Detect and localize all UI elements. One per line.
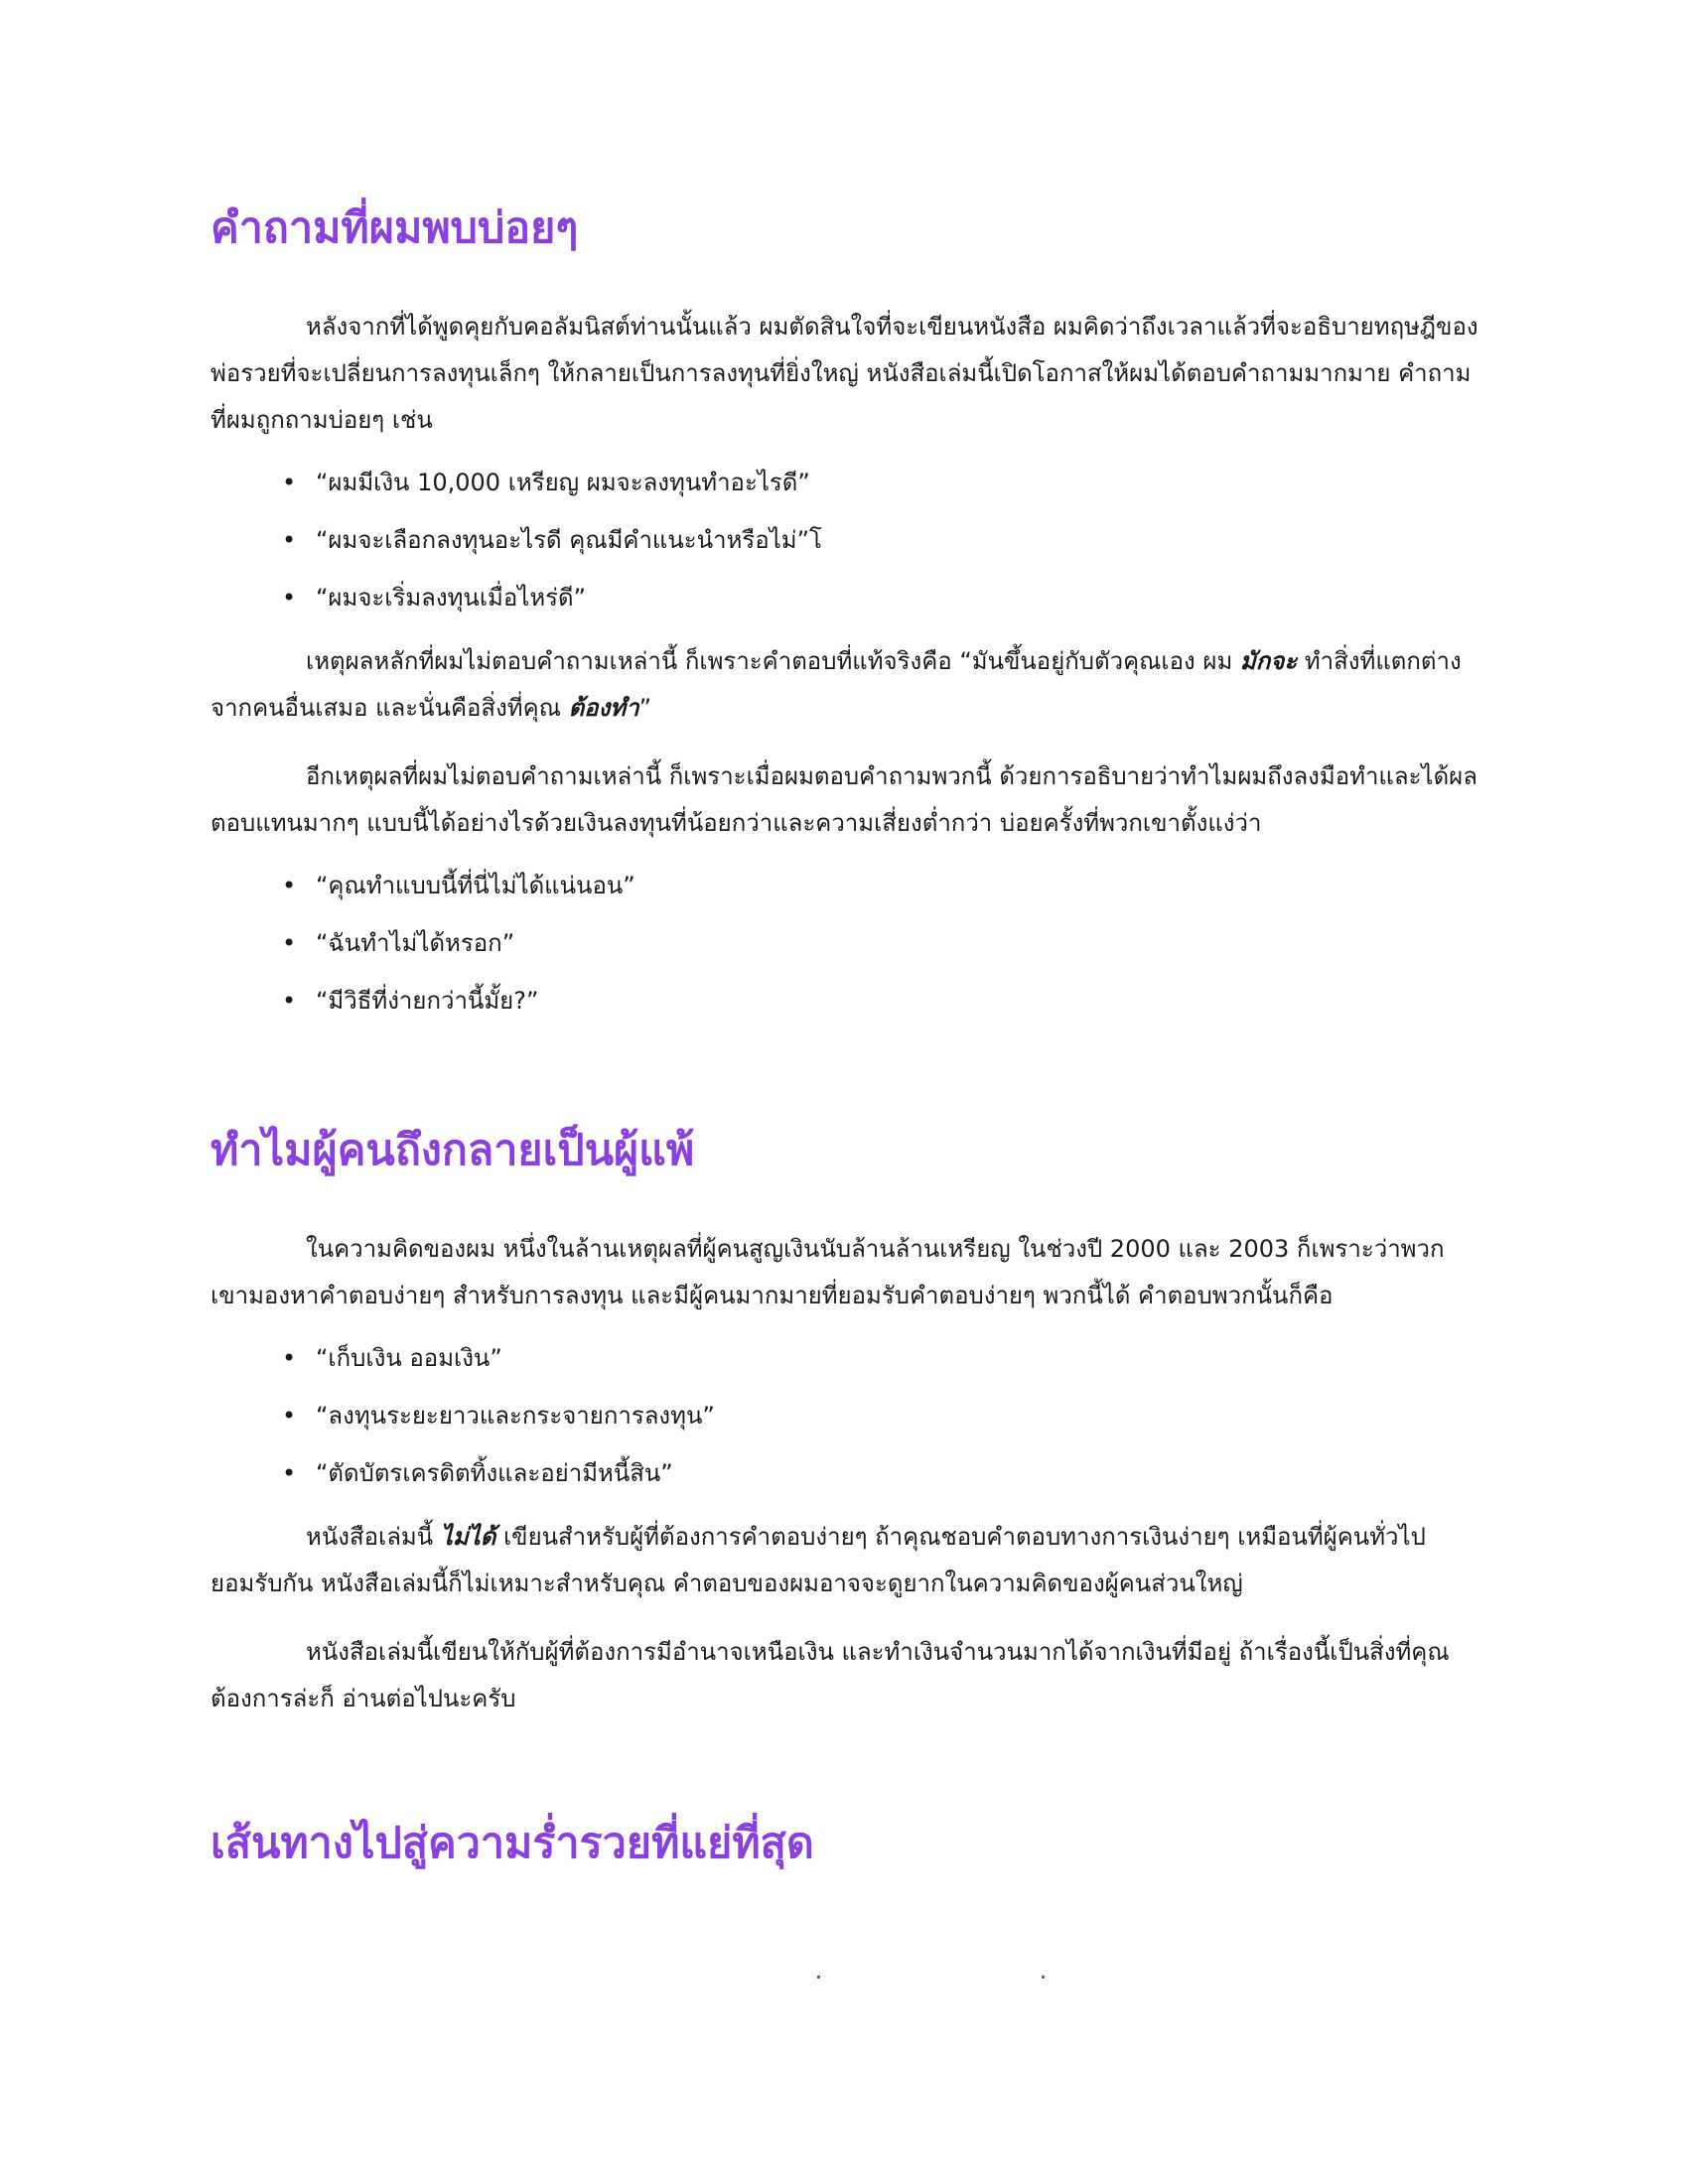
list-item xyxy=(211,1444,1479,1502)
simple-answers-list xyxy=(211,1329,1479,1502)
text-run: ” xyxy=(638,694,652,722)
heading-frequent-questions: คำถามที่ผมพบบ่อยๆ xyxy=(211,204,579,253)
paragraph-intro-1: หลังจากที่ได้พูดคุยกับคอลัมนิสต์ท่านนั้นแล้ว ผมตัดสินใจที่จะเขียนหนังสือ ผมคิดว่าถึงเวลาแล้วที่จะอธิบายทฤษฎีของพ่อรวยที่จะเปลี่ยนการลงทุนเล็กๆ ให้กลายเป็นการลงทุนที่ยิ่งใหญ่ หนังสือเล่มนี้เปิดโอกาสให้ผมได้ตอบคำถามมากมาย คำถามที่ผมถูกถามบ่อยๆ เช่น xyxy=(211,313,1478,434)
list-item xyxy=(211,1387,1479,1444)
objection-list xyxy=(211,857,1479,1029)
list-item xyxy=(211,569,1479,626)
list-item xyxy=(211,914,1479,972)
bullet-icon: • xyxy=(282,526,297,554)
text-run: หนังสือเล่มนี้ xyxy=(306,1523,441,1551)
bullet-icon: • xyxy=(282,929,297,957)
text-run: ทำสิ่งที่แตกต่างจากคนอื่นเสมอ และนั่นคือสิ่งที่คุณ xyxy=(211,647,1462,722)
list-item-text: “คุณทำแบบนี้ที่นี่ไม่ได้แน่นอน” xyxy=(316,872,635,899)
list-item-text: “ผมจะเลือกลงทุนอะไรดี คุณมีคำแนะนำหรือไม่”โ xyxy=(316,526,822,554)
bullet-icon: • xyxy=(282,872,297,899)
list-item-text: “ฉันทำไม่ได้หรอก” xyxy=(316,929,515,957)
list-item xyxy=(211,1329,1479,1387)
list-item xyxy=(211,454,1479,511)
list-item xyxy=(211,511,1479,569)
bullet-icon: • xyxy=(282,1344,297,1372)
paragraph-main-reason xyxy=(211,638,1479,732)
bullet-icon: • xyxy=(282,987,297,1015)
paragraph-intro-2: ในความคิดของผม หนึ่งในล้านเหตุผลที่ผู้คนสูญเงินนับล้านล้านเหรียญ ในช่วงปี 2000 และ 2003 ก็เพราะว่าพวกเขามองหาคำตอบง่ายๆ สำหรับการลงทุน และมีผู้คนมากมายที่ยอมรับคำตอบง่ายๆ พวกนี้ได้ คำตอบพวกนั้นก็คือ xyxy=(211,1235,1445,1309)
emphasis-text: ต้องทำ xyxy=(568,694,639,722)
bullet-icon: • xyxy=(282,469,297,496)
clipped-text-mark xyxy=(1042,1976,1045,1979)
heading-why-people-lose: ทำไมผู้คนถึงกลายเป็นผู้แพ้ xyxy=(211,1126,695,1175)
paragraph-another-reason: อีกเหตุผลที่ผมไม่ตอบคำถามเหล่านี้ ก็เพราะเมื่อผมตอบคำถามพวกนี้ ด้วยการอธิบายว่าทำไมผมถึงลงมือทำและได้ผลตอบแทนมากๆ แบบนี้ได้อย่างไรด้วยเงินลงทุนที่น้อยกว่าและความเสี่ยงต่ำกว่า บ่อยครั้งที่พวกเขาตั้งแง่ว่า xyxy=(211,762,1477,837)
text-run: เขียนสำหรับผู้ที่ต้องการคำตอบง่ายๆ ถ้าคุณชอบคำตอบทางการเงินง่ายๆ เหมือนที่ผู้คนทั่วไปยอมรับกัน หนังสือเล่มนี้ก็ไม่เหมาะสำหรับคุณ คำตอบของผมอาจจะดูยากในความคิดของผู้คนส่วนใหญ่ xyxy=(211,1523,1426,1597)
text-run: เหตุผลหลักที่ผมไม่ตอบคำถามเหล่านี้ ก็เพราะคำตอบที่แท้จริงคือ “มันขึ้นอยู่กับตัวคุณเอง ผม xyxy=(306,647,1240,675)
page-content xyxy=(211,191,1479,1881)
list-item-text: “ลงทุนระยะยาวและกระจายการลงทุน” xyxy=(316,1402,715,1430)
paragraph-not-for-simple xyxy=(211,1514,1479,1607)
emphasis-text: ไม่ได้ xyxy=(440,1523,496,1551)
list-item-text: “มีวิธีที่ง่ายกว่านี้มั้ย?” xyxy=(316,987,539,1015)
bullet-icon: • xyxy=(282,1402,297,1430)
bullet-icon: • xyxy=(282,584,297,612)
bullet-icon: • xyxy=(282,1459,297,1487)
clipped-text-mark xyxy=(817,1976,820,1979)
list-item-text: “ผมจะเริ่มลงทุนเมื่อไหร่ดี” xyxy=(316,584,587,612)
heading-worst-path-to-wealth: เส้นทางไปสู่ความร่ำรวยที่แย่ที่สุด xyxy=(211,1819,814,1868)
question-list xyxy=(211,454,1479,626)
paragraph-who-is-it-for: หนังสือเล่มนี้เขียนให้กับผู้ที่ต้องการมีอำนาจเหนือเงิน และทำเงินจำนวนมากได้จากเงินที่มีอยู่ ถ้าเรื่องนี้เป็นสิ่งที่คุณต้องการล่ะก็ อ่านต่อไปนะครับ xyxy=(211,1638,1450,1712)
emphasis-text: มักจะ xyxy=(1239,647,1298,675)
list-item-text: “ผมมีเงิน 10,000 เหรียญ ผมจะลงทุนทำอะไรดี” xyxy=(316,469,810,496)
list-item-text: “ตัดบัตรเครดิตทิ้งและอย่ามีหนี้สิน” xyxy=(316,1459,673,1487)
list-item xyxy=(211,857,1479,914)
list-item xyxy=(211,972,1479,1029)
list-item-text: “เก็บเงิน ออมเงิน” xyxy=(316,1344,502,1372)
